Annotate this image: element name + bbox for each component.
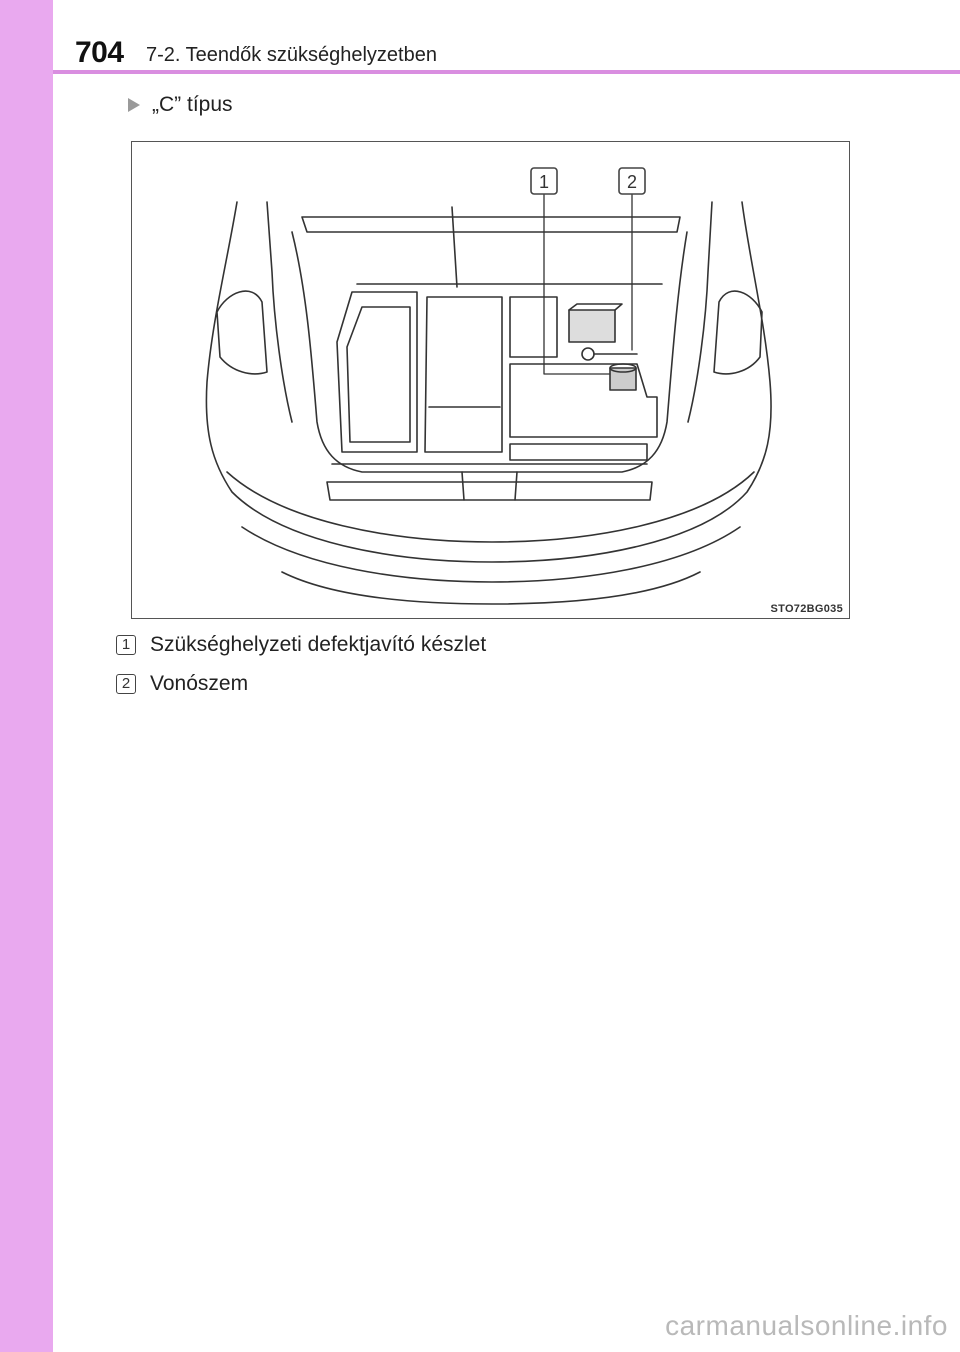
legend-item-1 [116, 633, 486, 657]
legend-item-2 [116, 672, 248, 696]
legend-text-1: Szükséghelyzeti defektjavító készlet [150, 633, 487, 656]
legend-text-2: Vonószem [150, 672, 249, 695]
triangle-bullet-icon [128, 98, 140, 112]
side-color-strip [0, 0, 53, 1352]
section-title: 7-2. Teendők szükséghelyzetben [146, 44, 437, 66]
car-trunk-drawing [132, 142, 849, 618]
header-rule [53, 70, 960, 74]
callout-2-label: 2 [626, 172, 638, 192]
watermark: carmanualsonline.info [665, 1310, 948, 1341]
figure-code: STO72BG035 [770, 603, 843, 615]
legend-number-2: 2 [116, 674, 136, 694]
type-heading [128, 93, 233, 117]
legend-number-1: 1 [116, 635, 136, 655]
page-number: 704 [75, 36, 124, 69]
type-label: „C” típus [152, 93, 233, 116]
callout-1-label: 1 [538, 172, 550, 192]
luggage-compartment-illustration [131, 141, 850, 619]
